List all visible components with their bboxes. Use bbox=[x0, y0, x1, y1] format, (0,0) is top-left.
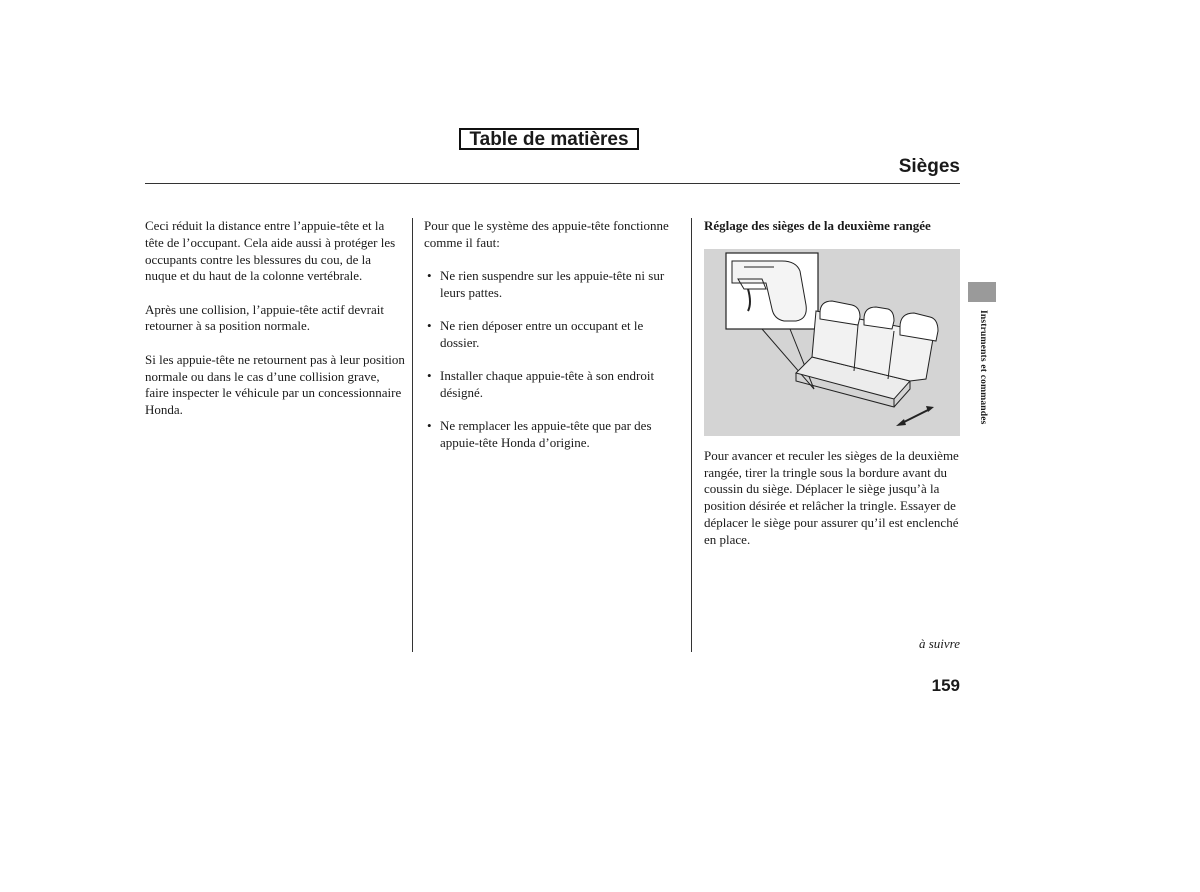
list-item-text: Ne rien suspendre sur les appuie-tête ni sur leurs pattes. bbox=[440, 268, 665, 300]
chapter-label: Instruments et commandes bbox=[978, 310, 988, 425]
paragraph: Si les appuie-tête ne retournent pas à leur position normale ou dans le cas d’une collision grave, faire inspecter le véhicule par un concessionnaire Honda. bbox=[145, 351, 405, 418]
bullet-icon: • bbox=[427, 418, 432, 434]
second-row-seat-illustration bbox=[704, 249, 960, 436]
header-divider bbox=[145, 183, 960, 184]
list-item bbox=[424, 368, 682, 402]
column-middle bbox=[424, 218, 682, 468]
paragraph: Pour avancer et reculer les sièges de la deuxième rangée, tirer la tringle sous la bordure avant du coussin du siège. Déplacer le siège jusqu’à la position désirée et relâcher la tringle. Essayer de déplacer le siège pour assurer qu’il est enclenché en place. bbox=[704, 447, 959, 547]
list-item-text: Installer chaque appuie-tête à son endroit désigné. bbox=[440, 368, 655, 401]
bullet-icon: • bbox=[427, 268, 432, 284]
bullet-list bbox=[424, 268, 682, 452]
bullet-icon: • bbox=[427, 368, 432, 384]
continued-note: à suivre bbox=[918, 636, 960, 651]
page-number: 159 bbox=[931, 676, 960, 695]
list-item-text: Ne remplacer les appuie-tête que par des appuie-tête Honda d’origine. bbox=[440, 418, 652, 451]
column-divider bbox=[412, 218, 413, 652]
page-section-title: Sièges bbox=[898, 156, 960, 177]
list-item-text: Ne rien déposer entre un occupant et le dossier. bbox=[440, 318, 644, 350]
column-divider bbox=[691, 218, 692, 652]
table-of-contents-button[interactable]: Table de matières bbox=[459, 128, 639, 150]
paragraph: Après une collision, l’appuie-tête actif devrait retourner à sa position normale. bbox=[145, 301, 384, 334]
list-item bbox=[424, 418, 682, 452]
bullet-icon: • bbox=[427, 318, 432, 334]
chapter-tab bbox=[968, 282, 996, 302]
list-item bbox=[424, 318, 682, 352]
subheading: Réglage des sièges de la deuxième rangée bbox=[704, 218, 931, 233]
paragraph: Ceci réduit la distance entre l’appuie-tête et la tête de l’occupant. Cela aide aussi à protéger les occupants contre les blessures du cou, de la nuque et du haut de la colonne vertébrale. bbox=[145, 218, 396, 284]
paragraph: Pour que le système des appuie-tête fonctionne comme il faut: bbox=[424, 218, 669, 250]
column-left bbox=[145, 218, 405, 435]
column-right bbox=[704, 218, 962, 565]
list-item bbox=[424, 268, 682, 302]
